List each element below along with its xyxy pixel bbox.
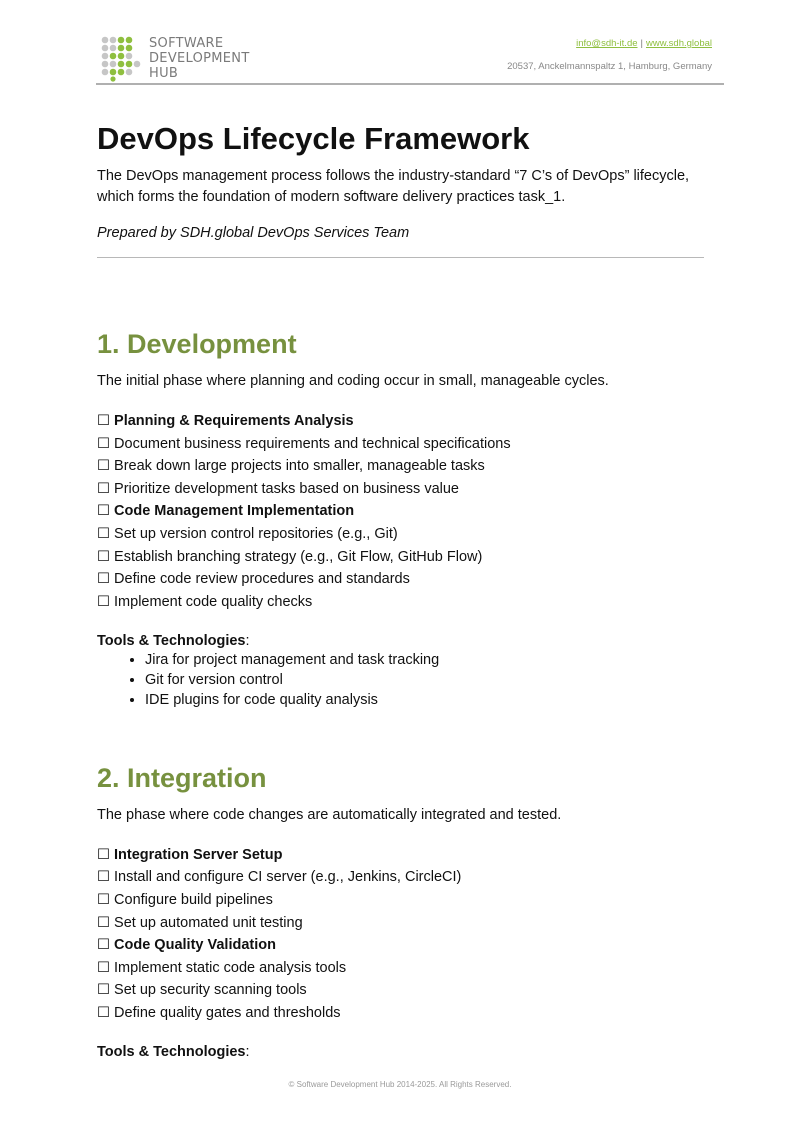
checkbox-icon: ☐ <box>97 525 115 542</box>
tools-label-text: Tools & Technologies <box>97 1044 246 1061</box>
section-heading: 1. Development <box>97 329 297 359</box>
checkbox-icon: ☐ <box>97 503 115 520</box>
logo-line: SOFTWARE <box>149 36 224 51</box>
checkbox-icon: ☐ <box>97 869 115 886</box>
checklist <box>97 410 707 613</box>
section-development <box>97 327 707 711</box>
section-heading: 2. Integration <box>97 762 267 793</box>
checklist-item <box>97 455 707 478</box>
header-divider <box>96 83 724 85</box>
checklist-heading <box>97 410 707 433</box>
checklist <box>97 844 707 1025</box>
company-address: 20537, Anckelmannspaltz 1, Hamburg, Germany <box>507 61 712 72</box>
checklist-heading <box>97 500 707 523</box>
checklist-text: Implement code quality checks <box>114 593 313 610</box>
checkbox-icon: ☐ <box>97 435 115 452</box>
checklist-item <box>97 568 707 591</box>
document-title: DevOps Lifecycle Framework <box>97 121 530 156</box>
checkbox-icon: ☐ <box>97 914 115 931</box>
tools-label-colon: : <box>245 633 250 650</box>
checkbox-icon: ☐ <box>97 959 115 976</box>
title-divider <box>97 257 704 258</box>
checklist-text: Set up automated unit testing <box>114 914 303 931</box>
checklist-item <box>97 433 707 456</box>
checklist-text: Break down large projects into smaller, manageable tasks <box>114 458 485 475</box>
section-description: The phase where code changes are automatically integrated and tested. <box>97 806 562 823</box>
tools-label <box>97 631 707 651</box>
prepared-by: Prepared by SDH.global DevOps Services Team <box>97 225 410 241</box>
checklist-text: Code Management Implementation <box>114 503 355 520</box>
logo-dots-icon <box>100 36 146 82</box>
checkbox-icon: ☐ <box>97 1004 115 1021</box>
website-link[interactable]: www.sdh.global <box>645 38 712 49</box>
checkbox-icon: ☐ <box>97 937 115 954</box>
checklist-text: Establish branching strategy (e.g., Git Flow, GitHub Flow) <box>114 548 483 565</box>
checklist-item <box>97 912 707 935</box>
checklist-heading <box>97 844 707 867</box>
section-description: The initial phase where planning and coding occur in small, manageable cycles. <box>97 373 609 389</box>
checklist-item <box>97 1002 707 1025</box>
checkbox-icon: ☐ <box>97 982 115 999</box>
checklist-text: Set up version control repositories (e.g., Git) <box>114 525 398 542</box>
checkbox-icon: ☐ <box>97 480 115 497</box>
list-item: • Git for version control <box>145 671 707 691</box>
checklist-text: Document business requirements and technical specifications <box>114 435 511 452</box>
document-body <box>97 120 707 1062</box>
checkbox-icon: ☐ <box>97 458 115 475</box>
checklist-item <box>97 957 707 980</box>
checkbox-icon: ☐ <box>97 413 115 429</box>
checklist-heading <box>97 934 707 957</box>
email-link[interactable]: info@sdh-it.de <box>576 38 638 49</box>
page-header <box>0 0 800 90</box>
tools-label-text: Tools & Technologies <box>97 633 246 650</box>
checkbox-icon: ☐ <box>97 548 115 565</box>
checklist-item <box>97 979 707 1002</box>
checklist-item <box>97 591 707 614</box>
contact-separator: | <box>640 38 643 49</box>
contact-links <box>576 38 712 49</box>
checkbox-icon: ☐ <box>97 571 115 588</box>
list-item: • IDE plugins for code quality analysis <box>145 691 707 711</box>
checklist-text: Define quality gates and thresholds <box>114 1004 341 1021</box>
checkbox-icon: ☐ <box>97 593 115 610</box>
checklist-item <box>97 546 707 569</box>
checklist-text: Install and configure CI server (e.g., Jenkins, CircleCI) <box>114 869 462 886</box>
checklist-item <box>97 889 707 912</box>
checklist-item <box>97 478 707 501</box>
checkbox-icon: ☐ <box>97 846 115 863</box>
checklist-item <box>97 866 707 889</box>
checklist-text: Implement static code analysis tools <box>114 959 347 976</box>
checklist-text: Code Quality Validation <box>114 937 276 954</box>
tools-list <box>97 651 707 710</box>
checklist-item <box>97 523 707 546</box>
tools-label-colon: : <box>245 1044 250 1061</box>
company-logo <box>100 36 260 82</box>
logo-line: DEVELOPMENT <box>149 51 250 66</box>
checklist-text: Set up security scanning tools <box>114 982 307 999</box>
logo-wordmark <box>149 36 250 81</box>
checkbox-icon: ☐ <box>97 891 115 908</box>
list-item: • Jira for project management and task tracking <box>145 651 707 671</box>
page-footer: © Software Development Hub 2014-2025. All Rights Reserved. <box>288 1080 512 1089</box>
checklist-text: Configure build pipelines <box>114 891 273 908</box>
checklist-text: Prioritize development tasks based on business value <box>114 480 460 497</box>
section-integration <box>97 761 707 1063</box>
logo-line: HUB <box>149 66 179 81</box>
checklist-text: Planning & Requirements Analysis <box>114 413 354 429</box>
checklist-text: Define code review procedures and standards <box>114 571 410 588</box>
checklist-text: Integration Server Setup <box>114 846 283 863</box>
intro-paragraph: The DevOps management process follows the industry-standard “7 C’s of DevOps” lifecycle, which forms the foundation of modern software delivery practices task_1. <box>97 168 690 205</box>
tools-label <box>97 1042 707 1062</box>
